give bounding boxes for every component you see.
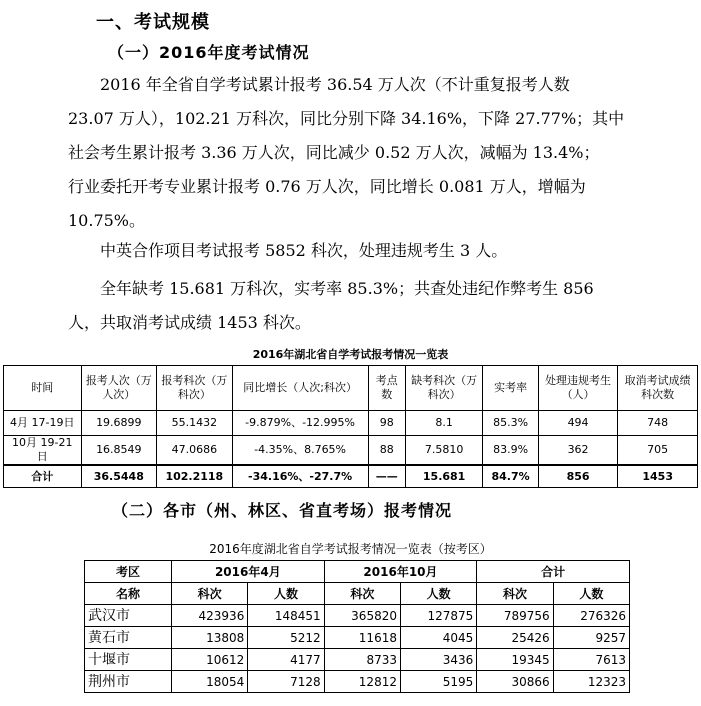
subsection-heading: （一）2016年度考试情况 — [108, 43, 310, 62]
table-header-row — [4, 366, 698, 411]
table-cell: 127875 — [400, 605, 476, 627]
table-cell: 12323 — [553, 671, 629, 693]
table-cell: 7128 — [248, 671, 324, 693]
paragraph-line: 2016 年全省自学考试累计报考 36.54 万人次（不计重复报考人数 — [100, 75, 570, 94]
paragraph-line: 23.07 万人），102.21 万科次，同比分别下降 34.16%，下降 27.77%；其中 — [68, 109, 625, 128]
exam-overview-table — [3, 365, 698, 488]
table-row — [4, 436, 698, 466]
paragraph-line: 全年缺考 15.681 万科次，实考率 85.3%；共查处违纪作弊考生 856 — [100, 279, 594, 298]
table-cell: 55.1432 — [157, 411, 233, 436]
district-table — [84, 560, 630, 693]
table-cell: 15.681 — [405, 465, 483, 488]
sub-header: 科次 — [324, 583, 400, 605]
table-row — [85, 627, 630, 649]
table2-caption: 2016年度湖北省自学考试报考情况一览表（按考区） — [209, 542, 492, 556]
paragraph-line: 10.75%。 — [68, 211, 146, 230]
table-cell: 1453 — [618, 465, 698, 488]
table-row — [85, 649, 630, 671]
summary-paragraph — [0, 68, 660, 238]
table-row — [4, 411, 698, 436]
table-cell: 8.1 — [405, 411, 483, 436]
district-name: 十堰市 — [85, 649, 172, 671]
corner-header-bottom: 名称 — [85, 583, 172, 605]
table-cell: 36.5448 — [81, 465, 157, 488]
table-cell: 423936 — [172, 605, 248, 627]
table-cell: 362 — [538, 436, 618, 466]
paragraph-line: 中英合作项目考试报考 5852 科次，处理违规考生 3 人。 — [100, 241, 508, 260]
sino-british-paragraph — [0, 234, 660, 268]
sub-header: 科次 — [172, 583, 248, 605]
table-cell: 3436 — [400, 649, 476, 671]
table-cell: 8733 — [324, 649, 400, 671]
table-cell: 4177 — [248, 649, 324, 671]
group-header: 合计 — [477, 561, 630, 583]
table-cell: 88 — [368, 436, 405, 466]
table-header-cell: 报考人次（万人次） — [81, 366, 157, 411]
table-cell: 102.2118 — [157, 465, 233, 488]
table-cell: 11618 — [324, 627, 400, 649]
paragraph-line: 社会考生累计报考 3.36 万人次，同比减少 0.52 万人次，减幅为 13.4%； — [68, 143, 600, 162]
table-cell: —— — [368, 465, 405, 488]
table-cell: 18054 — [172, 671, 248, 693]
table-header-cell: 取消考试成绩科次数 — [618, 366, 698, 411]
table-cell: 856 — [538, 465, 618, 488]
table-header-cell: 缺考科次（万科次） — [405, 366, 483, 411]
table-header-cell: 实考率 — [483, 366, 538, 411]
district-name: 荆州市 — [85, 671, 172, 693]
sub-header: 人数 — [400, 583, 476, 605]
table-cell: 9257 — [553, 627, 629, 649]
table-cell: 12812 — [324, 671, 400, 693]
table-cell: 5195 — [400, 671, 476, 693]
table-cell: 705 — [618, 436, 698, 466]
paragraph-line: 行业委托开考专业累计报考 0.76 万人次，同比增长 0.081 万人，增幅为 — [68, 177, 586, 196]
table-cell: 合计 — [4, 465, 82, 488]
section-heading: 一、考试规模 — [96, 12, 210, 33]
table-cell: 25426 — [477, 627, 553, 649]
table-cell: 4月 17-19日 — [4, 411, 82, 436]
sub-header: 科次 — [477, 583, 553, 605]
table-cell: 7613 — [553, 649, 629, 671]
sub-header: 人数 — [248, 583, 324, 605]
table-cell: 98 — [368, 411, 405, 436]
table-cell: 4045 — [400, 627, 476, 649]
table-cell: 19345 — [477, 649, 553, 671]
district-name: 黄石市 — [85, 627, 172, 649]
table-cell: 365820 — [324, 605, 400, 627]
table-header-cell: 考点数 — [368, 366, 405, 411]
paragraph-line: 人，共取消考试成绩 1453 科次。 — [68, 313, 311, 332]
table-cell: 7.5810 — [405, 436, 483, 466]
table-subheader-row — [85, 583, 630, 605]
table-header-cell: 时间 — [4, 366, 82, 411]
table-cell: -9.879%、-12.995% — [232, 411, 368, 436]
table-cell: 494 — [538, 411, 618, 436]
table-row — [85, 605, 630, 627]
table-cell: 10612 — [172, 649, 248, 671]
table-total-row — [4, 465, 698, 488]
group-header: 2016年10月 — [324, 561, 477, 583]
table-cell: -34.16%、-27.7% — [232, 465, 368, 488]
table-cell: 148451 — [248, 605, 324, 627]
table-row — [85, 671, 630, 693]
table-header-cell: 同比增长（人次;科次） — [232, 366, 368, 411]
table-cell: 748 — [618, 411, 698, 436]
table-cell: 47.0686 — [157, 436, 233, 466]
group-header: 2016年4月 — [172, 561, 325, 583]
subsection-heading-2: （二）各市（州、林区、省直考场）报考情况 — [112, 501, 453, 520]
table-cell: 789756 — [477, 605, 553, 627]
table-cell: 19.6899 — [81, 411, 157, 436]
table-cell: -4.35%、8.765% — [232, 436, 368, 466]
sub-header: 人数 — [553, 583, 629, 605]
table-cell: 16.8549 — [81, 436, 157, 466]
table-cell: 13808 — [172, 627, 248, 649]
corner-header-top: 考区 — [85, 561, 172, 583]
district-name: 武汉市 — [85, 605, 172, 627]
table1-caption: 2016年湖北省自学考试报考情况一览表 — [252, 348, 449, 361]
table-cell: 276326 — [553, 605, 629, 627]
table-header-cell: 报考科次（万科次） — [157, 366, 233, 411]
table-cell: 84.7% — [483, 465, 538, 488]
table-header-cell: 处理违规考生（人） — [538, 366, 618, 411]
table-cell: 83.9% — [483, 436, 538, 466]
absence-paragraph — [0, 272, 660, 340]
table-cell: 5212 — [248, 627, 324, 649]
table-cell: 30866 — [477, 671, 553, 693]
table-cell: 85.3% — [483, 411, 538, 436]
table-header-row — [85, 561, 630, 583]
table-cell: 10月 19-21日 — [4, 436, 82, 466]
